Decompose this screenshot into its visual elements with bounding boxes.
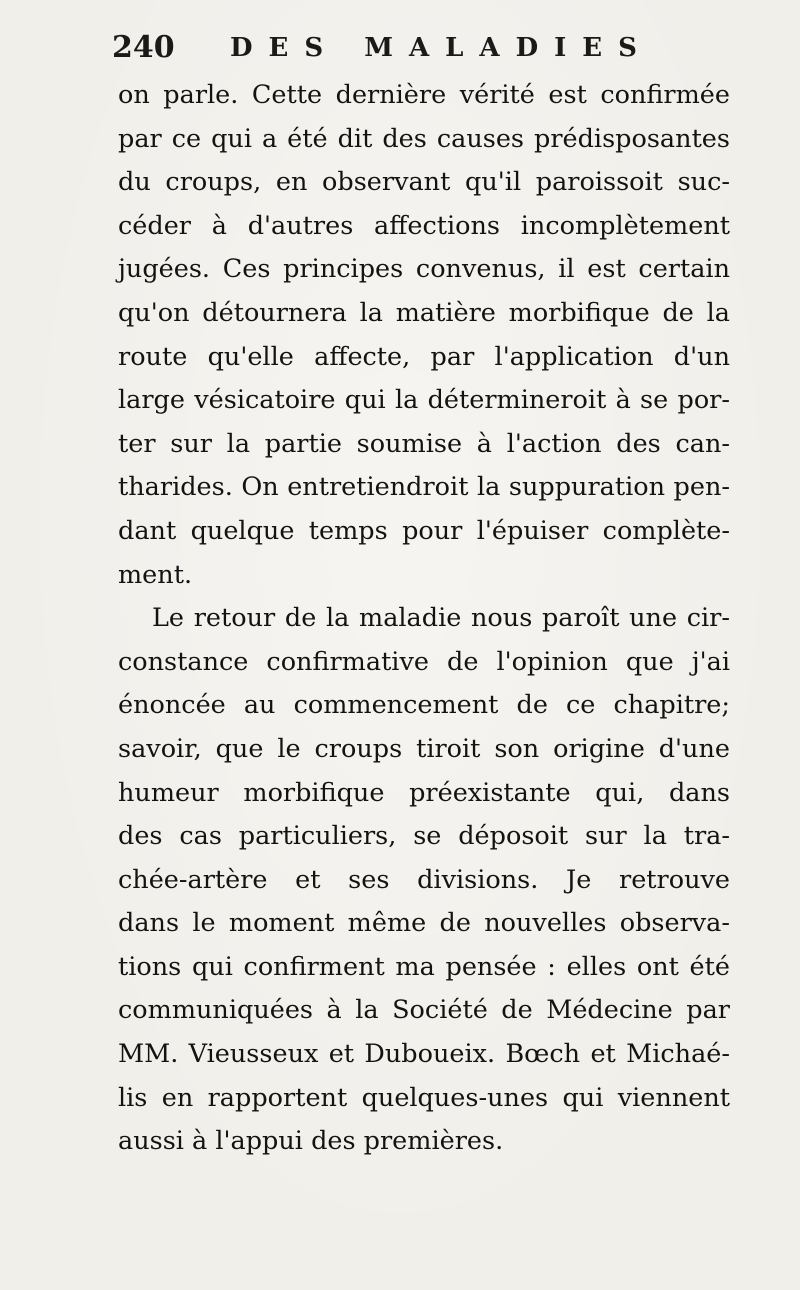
text-line: humeur morbifique préexistante qui, dans — [118, 777, 730, 808]
running-head: DES MALADIES — [230, 33, 653, 63]
text-line: route qu'elle affecte, par l'application d'un — [118, 341, 730, 372]
page-number: 240 — [112, 30, 175, 65]
text-line: on parle. Cette dernière vérité est confirmée — [118, 80, 730, 110]
text-line: dans le moment même de nouvelles observa- — [118, 908, 730, 939]
text-line: constance confirmative de l'opinion que j'ai — [118, 646, 730, 677]
text-line: ter sur la partie soumise à l'action des can- — [118, 428, 730, 459]
paragraph-1 — [118, 74, 730, 597]
text-line: chée-artère et ses divisions. Je retrouve — [118, 864, 730, 895]
text-line: communiquées à la Société de Médecine par — [118, 995, 730, 1026]
text-line: des cas particuliers, se déposoit sur la tra- — [118, 821, 730, 852]
text-line: du croups, en observant qu'il paroissoit suc- — [118, 167, 730, 198]
body-text — [118, 74, 730, 1164]
text-line: céder à d'autres affections incomplètement — [118, 210, 730, 241]
text-line: ment. — [118, 559, 193, 590]
text-line: qu'on détournera la matière morbifique de la — [118, 297, 730, 328]
text-line: MM. Vieusseux et Duboueix. Bœch et Michaé- — [118, 1039, 730, 1070]
paragraph-2 — [118, 597, 730, 1164]
text-line: Le retour de la maladie nous paroît une cir- — [152, 603, 730, 634]
text-line: énoncée au commencement de ce chapitre; — [118, 690, 730, 721]
text-line: lis en rapportent quelques-unes qui viennent — [118, 1082, 730, 1113]
text-line: tions qui confirment ma pensée : elles ont été — [118, 951, 730, 982]
text-line: large vésicatoire qui la détermineroit à se por- — [118, 385, 730, 416]
text-line: savoir, que le croups tiroit son origine d'une — [118, 733, 730, 764]
page-header — [112, 28, 752, 68]
text-line: par ce qui a été dit des causes prédisposantes — [118, 123, 730, 154]
text-line: jugées. Ces principes convenus, il est certain — [118, 254, 730, 285]
text-line: tharides. On entretiendroit la suppuration pen- — [118, 472, 730, 503]
text-line: aussi à l'appui des premières. — [118, 1126, 504, 1157]
text-line: dant quelque temps pour l'épuiser complète- — [118, 515, 730, 546]
